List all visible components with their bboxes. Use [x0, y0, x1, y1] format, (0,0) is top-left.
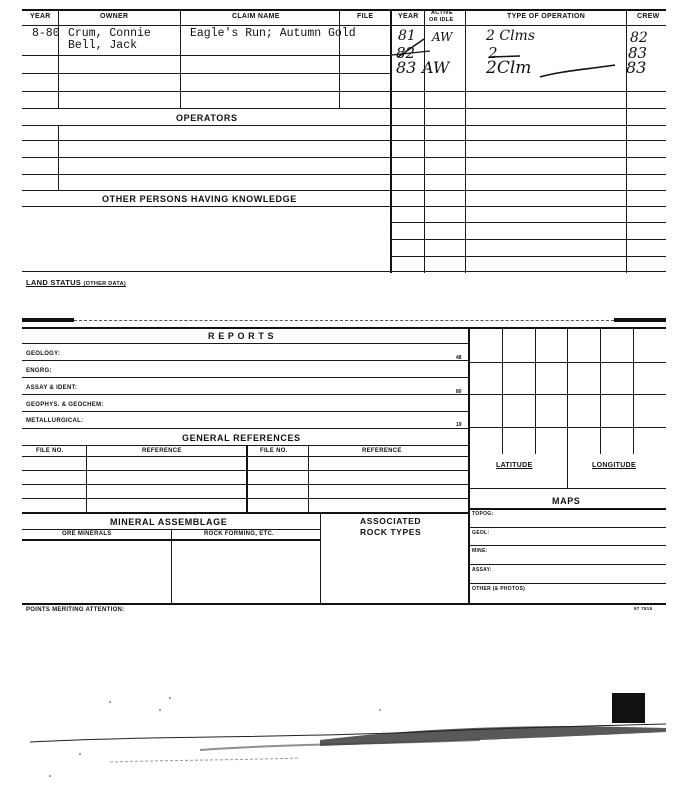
row-line [22, 190, 390, 191]
row-line [22, 470, 468, 471]
points-meriting-attention: POINTS MERITING ATTENTION: [26, 607, 125, 613]
header-active: ACTIVE [431, 10, 453, 16]
land-status-label [26, 278, 126, 287]
report-engrg: ENGRG: [26, 368, 52, 374]
row-line [390, 174, 666, 175]
grid-row [468, 362, 666, 363]
row-line [22, 484, 468, 485]
row-line [22, 377, 468, 378]
form-number: 97 7815 [634, 606, 653, 611]
row-line [390, 222, 666, 223]
row-line [22, 157, 390, 158]
top-border [22, 9, 666, 11]
general-references-title: GENERAL REFERENCES [182, 433, 301, 443]
col-sep [58, 9, 59, 25]
mineral-assemblage-title: MINERAL ASSEMBLAGE [110, 517, 228, 527]
map-mine: MINE: [472, 548, 488, 554]
col-sep [171, 529, 172, 603]
handwriting-strokes [390, 25, 666, 91]
col-sep [626, 9, 627, 25]
row-line [468, 583, 666, 584]
col-sep [246, 445, 248, 512]
row-line [390, 239, 666, 240]
associated-title: ASSOCIATED [360, 516, 422, 526]
report-num-48: 48 [456, 355, 462, 361]
row-line [468, 527, 666, 528]
other-persons-title: OTHER PERSONS HAVING KNOWLEDGE [102, 194, 297, 204]
col-sep [58, 125, 59, 190]
row-line [22, 411, 468, 412]
activity-year-3: 83 [396, 58, 417, 77]
row-line [390, 256, 666, 257]
map-geol: GEOL: [472, 530, 490, 536]
map-topog: TOPOG: [472, 511, 494, 517]
ref-file-no-1: FILE NO. [36, 448, 64, 454]
scan-mark-left [22, 318, 74, 322]
maps-title: MAPS [552, 496, 581, 506]
row-line [22, 91, 390, 92]
row-line [390, 108, 666, 109]
activity-crew-1: 82 [630, 30, 648, 46]
row-line [468, 508, 666, 510]
col-sep [339, 9, 340, 25]
activity-year-2: 82 [396, 44, 416, 62]
map-assay: ASSAY: [472, 567, 492, 573]
row-line [22, 125, 390, 126]
report-metallurgical: METALLURGICAL: [26, 418, 84, 424]
activity-crew-3: 83 [626, 58, 647, 77]
grid-col [502, 327, 503, 454]
row-line [22, 512, 468, 514]
owner-year: 8-80 [32, 27, 60, 40]
header-claim-name: CLAIM NAME [232, 13, 280, 20]
rock-forming-label: ROCK FORMING, ETC. [204, 531, 275, 537]
row-line [22, 55, 390, 56]
operators-title: OPERATORS [176, 113, 238, 123]
row-line [22, 498, 468, 499]
report-num-80: 80 [456, 389, 462, 395]
header-crew: CREW [637, 13, 660, 20]
col-sep [465, 9, 466, 25]
land-status-text: LAND STATUS [26, 278, 82, 287]
ref-reference-2: REFERENCE [362, 448, 402, 454]
scan-mark-right [614, 318, 666, 322]
row-line [390, 157, 666, 158]
activity-status-3: AW [422, 58, 450, 77]
col-sep [180, 25, 181, 108]
row-line [22, 174, 390, 175]
row-line [468, 545, 666, 546]
col-sep [308, 445, 309, 512]
col-sep [424, 9, 425, 25]
header-file: FILE [357, 13, 374, 20]
coord-sep [567, 454, 568, 488]
header-year: YEAR [30, 13, 51, 20]
row-line [390, 91, 666, 92]
row-line [390, 140, 666, 141]
longitude-label: LONGITUDE [592, 462, 636, 469]
activity-type-2: 2 [488, 44, 498, 62]
scan-noise [20, 680, 668, 790]
report-geology: GEOLOGY: [26, 351, 61, 357]
col-sep [320, 512, 321, 603]
header-owner: OWNER [100, 13, 129, 20]
col-sep [86, 445, 87, 512]
land-status-sub: (OTHER DATA) [83, 281, 126, 287]
header-year-2: YEAR [398, 13, 419, 20]
row-line [22, 394, 468, 395]
row-line [390, 190, 666, 191]
row-line [22, 360, 468, 361]
reports-title: R E P O R T S [208, 331, 275, 341]
row-line [468, 488, 666, 489]
row-line [22, 271, 390, 272]
header-or-idle: OR IDLE [429, 17, 454, 23]
bottom-center-divider [468, 327, 470, 603]
report-geophys: GEOPHYS. & GEOCHEM: [26, 402, 104, 408]
row-line [22, 140, 390, 141]
grid-col [567, 327, 568, 454]
bottom-border [22, 603, 666, 605]
report-num-19: 19 [456, 422, 462, 428]
row-line [22, 445, 468, 446]
col-sep [180, 9, 181, 25]
row-line [390, 206, 666, 207]
owner-name-2: Bell, Jack [68, 39, 138, 52]
row-line [22, 73, 390, 74]
report-assay: ASSAY & IDENT: [26, 385, 78, 391]
grid-row [468, 394, 666, 395]
grid-row [468, 427, 666, 428]
grid-col [633, 327, 634, 454]
row-line [22, 456, 468, 457]
row-line [390, 271, 666, 272]
row-line [22, 108, 390, 109]
ref-file-no-2: FILE NO. [260, 448, 288, 454]
activity-type-3: 2Clm [486, 58, 532, 78]
row-line [468, 564, 666, 565]
ref-reference-1: REFERENCE [142, 448, 182, 454]
claim-name-value: Eagle's Run; Autumn Gold [190, 27, 356, 40]
activity-type-1: 2 Clms [486, 28, 536, 44]
grid-col [535, 327, 536, 454]
header-type-of-operation: TYPE OF OPERATION [507, 13, 586, 20]
row-line [390, 125, 666, 126]
row-line [22, 428, 468, 429]
bottom-top-border [22, 327, 666, 329]
grid-col [600, 327, 601, 454]
ore-minerals-label: ORE MINERALS [62, 531, 112, 537]
latitude-label: LATITUDE [496, 462, 533, 469]
activity-status-1: AW [432, 30, 453, 44]
scan-line [74, 320, 614, 321]
rock-types-title: ROCK TYPES [360, 527, 422, 537]
activity-crew-2: 83 [628, 44, 648, 62]
row-line [22, 206, 390, 207]
activity-year-1: 81 [398, 28, 416, 44]
owner-name-1: Crum, Connie [68, 27, 151, 40]
row-line [22, 343, 468, 344]
map-other: OTHER (& PHOTOS) [472, 586, 526, 592]
